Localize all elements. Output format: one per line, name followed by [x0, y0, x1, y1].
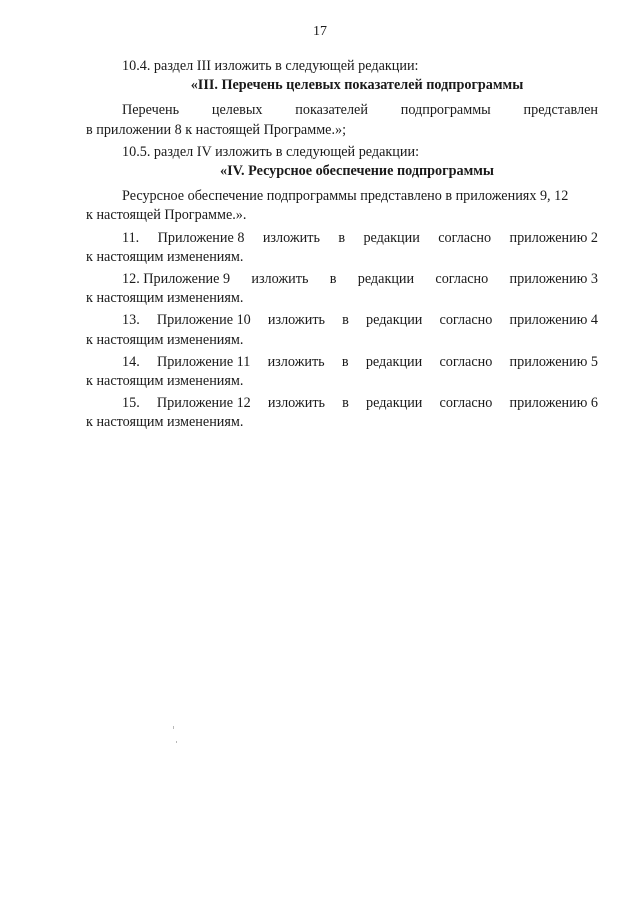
document-body [86, 57, 598, 436]
heading-section-3: «III. Перечень целевых показателей подпрограммы [190, 77, 524, 94]
paragraph-target-list-line-2: в приложении 8 к настоящей Программе.»; [86, 121, 347, 138]
paragraph-10-4: 10.4. раздел III изложить в следующей редакции: [122, 58, 419, 74]
list-item-11: 11. Приложение 8 изложить в редакции согласно приложению 2 к настоящим изменениям. [86, 229, 598, 265]
list-item-12: 12. Приложение 9 изложить в редакции согласно приложению 3 к настоящим изменениям. [86, 271, 598, 307]
list-item-14: 14. Приложение 11 изложить в редакции согласно приложению 5 к настоящим изменениям. [86, 353, 598, 390]
scan-artifact [176, 741, 177, 743]
paragraph-resources-line-2: к настоящей Программе.». [86, 207, 247, 224]
paragraph-target-list-line-1: Перечень целевых показателей подпрограммы представлен [122, 102, 598, 119]
scan-artifact [173, 726, 174, 729]
page-number: 17 [313, 24, 327, 39]
paragraph-resources-line-1: Ресурсное обеспечение подпрограммы представлено в приложениях 9, 12 [122, 188, 569, 205]
list-item-15: 15. Приложение 12 изложить в редакции согласно приложению 6 к настоящим изменениям. [86, 395, 598, 431]
list-item-13: 13. Приложение 10 изложить в редакции согласно приложению 4 к настоящим изменениям. [86, 312, 598, 348]
paragraph-10-5: 10.5. раздел IV изложить в следующей редакции: [122, 143, 420, 160]
heading-section-4: «IV. Ресурсное обеспечение подпрограммы [220, 163, 494, 180]
